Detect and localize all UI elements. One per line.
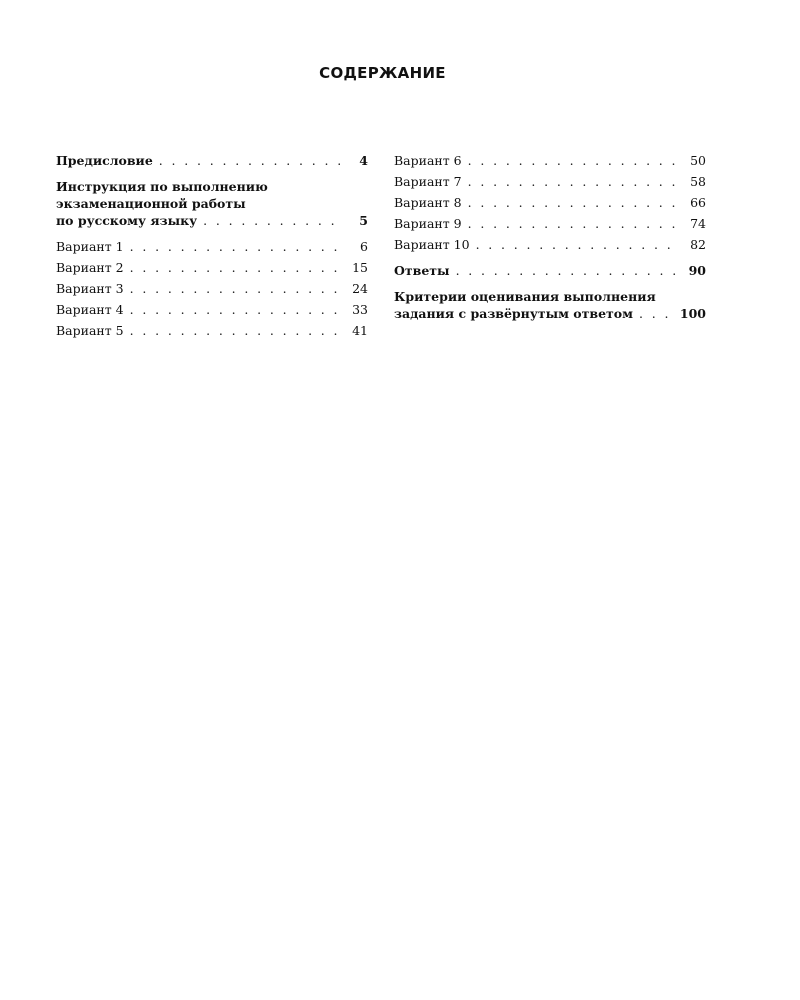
- toc-entry-label: Предисловие: [56, 153, 153, 168]
- toc-entry-page-number: 90: [688, 263, 706, 278]
- toc-entry: [56, 178, 368, 229]
- dot-leader: [456, 262, 678, 279]
- toc-entry: [394, 173, 706, 190]
- toc-entry-page-number: 41: [352, 323, 368, 338]
- toc-entry-row: [394, 152, 706, 169]
- toc-entry-row: [56, 238, 368, 255]
- dot-leader: [476, 236, 678, 253]
- dot-leader: [130, 301, 340, 318]
- toc-entry-page-number: 82: [690, 237, 706, 252]
- toc-entry-label: Вариант 2: [56, 260, 124, 275]
- toc-entry-page-number: 74: [690, 216, 706, 231]
- toc-entry-row: [56, 301, 368, 318]
- toc-entry: [394, 152, 706, 169]
- toc-entry-label: Вариант 1: [56, 239, 124, 254]
- toc-entry-page-number: 24: [352, 281, 368, 296]
- dot-leader: [159, 152, 340, 169]
- dot-leader: [468, 194, 678, 211]
- toc-entry-row: [56, 280, 368, 297]
- dot-leader: [130, 280, 340, 297]
- toc-entry-row: [56, 322, 368, 339]
- toc-entry-label: по русскому языку: [56, 213, 198, 228]
- toc-entry-label: Ответы: [394, 263, 450, 278]
- toc-entry-page-number: 100: [679, 306, 706, 321]
- toc-entry-row: [394, 262, 706, 279]
- toc-entry: [56, 238, 368, 255]
- toc-entry-page-number: 6: [360, 239, 368, 254]
- toc-column-left: [56, 152, 368, 343]
- dot-leader: [468, 173, 678, 190]
- toc-entry: [56, 322, 368, 339]
- toc-entry-page-number: 15: [352, 260, 368, 275]
- dot-leader: [130, 322, 340, 339]
- toc-entry: [394, 194, 706, 211]
- toc-entry-row: [394, 215, 706, 232]
- toc-entry-page-number: 5: [359, 213, 368, 228]
- dot-leader: [468, 152, 678, 169]
- toc-entry-page-number: 58: [690, 174, 706, 189]
- toc-entry-label: Вариант 9: [394, 216, 462, 231]
- toc-entry-row: [56, 212, 368, 229]
- toc-entry-label: Вариант 10: [394, 237, 470, 252]
- toc-entry-page-number: 4: [359, 153, 368, 168]
- toc-entry: [56, 301, 368, 318]
- toc-entry-title-line: Инструкция по выполнению: [56, 179, 268, 194]
- toc-entry: [394, 215, 706, 232]
- toc-entry-label: Вариант 8: [394, 195, 462, 210]
- toc-entry-label: Вариант 4: [56, 302, 124, 317]
- toc-entry-page-number: 66: [690, 195, 706, 210]
- toc-entry: [394, 236, 706, 253]
- dot-leader: [203, 212, 340, 229]
- dot-leader: [639, 305, 672, 322]
- toc-entry: [56, 259, 368, 276]
- toc-entry-title-line: экзаменационной работы: [56, 196, 246, 211]
- toc-entry: [394, 262, 706, 279]
- toc-entry-label: Вариант 5: [56, 323, 124, 338]
- toc-entry-label: Вариант 3: [56, 281, 124, 296]
- page-title: СОДЕРЖАНИЕ: [319, 64, 446, 82]
- toc-entry: [394, 288, 706, 322]
- toc-entry-row: [394, 305, 706, 322]
- toc-entry-row: [56, 259, 368, 276]
- toc-entry-row: [394, 173, 706, 190]
- toc-entry-row: [394, 194, 706, 211]
- toc-column-right: [394, 152, 706, 326]
- dot-leader: [130, 238, 340, 255]
- toc-entry: [56, 152, 368, 169]
- toc-entry-label: Вариант 6: [394, 153, 462, 168]
- toc-entry-title-line: Критерии оценивания выполнения: [394, 289, 656, 304]
- toc-entry: [56, 280, 368, 297]
- dot-leader: [468, 215, 678, 232]
- toc-entry-page-number: 33: [352, 302, 368, 317]
- dot-leader: [130, 259, 340, 276]
- toc-entry-page-number: 50: [690, 153, 706, 168]
- toc-entry-row: [56, 152, 368, 169]
- toc-entry-row: [394, 236, 706, 253]
- toc-entry-label: Вариант 7: [394, 174, 462, 189]
- toc-entry-label: задания с развёрнутым ответом: [394, 306, 633, 321]
